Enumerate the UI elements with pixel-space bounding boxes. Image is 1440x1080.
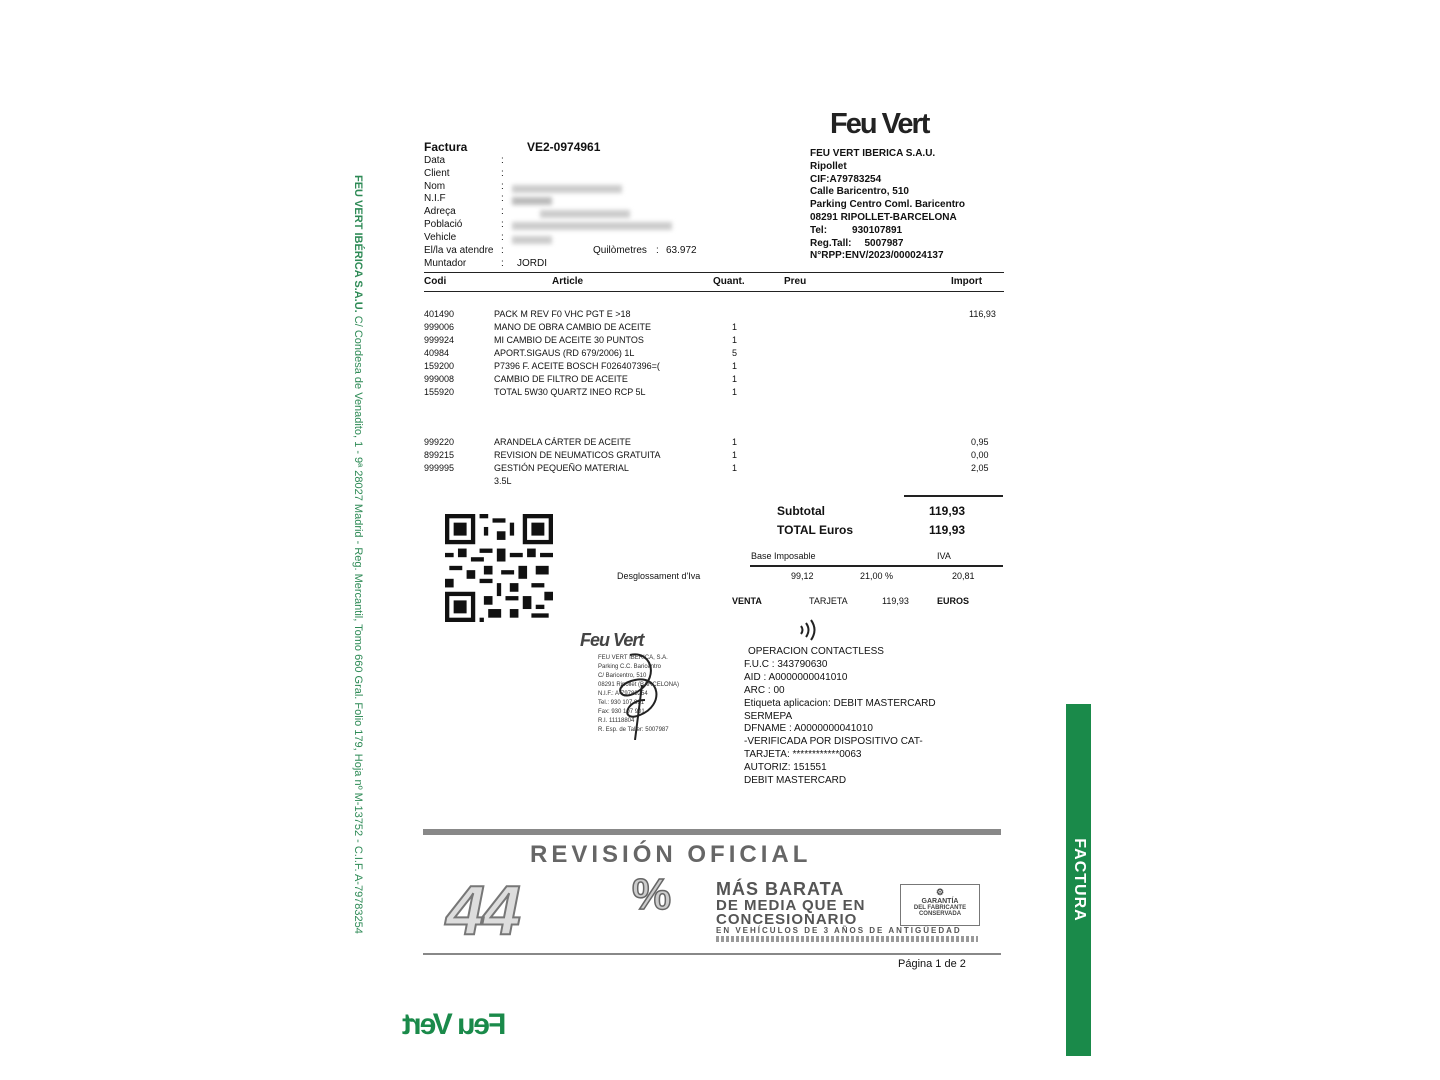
banner-percent: % <box>632 870 672 919</box>
banner-line4: EN VEHÍCULOS DE 3 AÑOS DE ANTIGÜEDAD <box>716 926 962 935</box>
page-number: Página 1 de 2 <box>898 958 966 970</box>
row-codi: 899215 <box>424 450 455 460</box>
factura-band-label: FACTURA <box>1070 838 1088 922</box>
desglossament-label: Desglossament d'Iva <box>617 571 701 581</box>
banner-top-bar <box>423 829 1001 835</box>
field-muntador-label: Muntador <box>424 258 467 269</box>
company-city: Ripollet <box>810 160 847 172</box>
km-colon: : <box>656 245 659 256</box>
row-codi: 999924 <box>424 335 455 345</box>
iva-value: 20,81 <box>952 571 975 581</box>
col-quant: Quant. <box>713 276 745 287</box>
regtall-label: Reg.Tall: <box>810 237 852 249</box>
col-article: Article <box>552 276 584 287</box>
row-quant: 5 <box>732 348 738 358</box>
field-client-label: Client <box>424 168 450 179</box>
km-label: Quilòmetres <box>593 245 647 256</box>
stamp-line: FEU VERT IBERICA, S.A. <box>598 655 668 661</box>
field-nom-label: Nom <box>424 181 446 192</box>
row-quant: 1 <box>732 374 738 384</box>
payment-line: AID : A0000000041010 <box>744 671 848 683</box>
base-value: 99,12 <box>791 571 814 581</box>
row-quant: 1 <box>732 450 738 460</box>
payment-line: -VERIFICADA POR DISPOSITIVO CAT- <box>744 736 923 748</box>
stamp-line: N.I.F.: A-79783254 <box>598 691 648 697</box>
feu-vert-logo: Feu Vert <box>830 108 929 140</box>
iva-divider <box>750 565 1003 567</box>
field-data-label: Data <box>424 155 446 166</box>
iva-label: IVA <box>937 551 951 561</box>
subtotal-label: Subtotal <box>777 504 825 518</box>
garantia-line: DEL FABRICANTE <box>913 905 967 911</box>
payment-line: SERMEPA <box>744 710 793 722</box>
redacted-value <box>512 222 672 230</box>
company-cif: CIF:A79783254 <box>810 173 882 185</box>
banner-title: REVISIÓN OFICIAL <box>530 841 812 868</box>
row-codi: 40984 <box>424 348 450 358</box>
row-import: 0,00 <box>971 450 989 460</box>
garantia-line: CONSERVADA <box>918 911 962 917</box>
tarjeta-label: TARJETA <box>809 596 848 606</box>
venta-amount: 119,93 <box>882 596 909 606</box>
stamp-line: R. Esp. de Taller: 5007987 <box>598 727 669 733</box>
colon: : <box>501 155 504 166</box>
total-value: 119,93 <box>929 523 966 537</box>
garantia-gear-icon: ⚙ <box>935 887 945 897</box>
row-article: ARANDELA CÁRTER DE ACEITE <box>494 437 631 447</box>
company-postal: 08291 RIPOLLET-BARCELONA <box>810 211 957 223</box>
stamp-line: Fax: 930 107 901 <box>598 709 645 715</box>
garantia-badge <box>900 884 980 926</box>
stamp-line: R.I. 11118804 <box>598 718 635 724</box>
payment-line: DEBIT MASTERCARD <box>744 775 847 787</box>
row-article: GESTIÓN PEQUEÑO MATERIAL <box>494 463 629 473</box>
row-article: P7396 F. ACEITE BOSCH F026407396=( <box>494 361 660 371</box>
colon: : <box>501 258 504 269</box>
colon: : <box>501 232 504 243</box>
row-article: 3.5L <box>494 476 512 486</box>
stamp-line: 08291 Ripollet (BARCELONA) <box>598 682 680 688</box>
company-tel <box>810 225 965 238</box>
subtotal-value: 119,93 <box>929 504 966 518</box>
row-codi: 155920 <box>424 387 455 397</box>
factura-band <box>1066 704 1091 1056</box>
invoice-label: Factura <box>424 140 468 154</box>
banner-fine-print <box>716 936 978 942</box>
redacted-value <box>512 197 552 205</box>
colon: : <box>501 245 504 256</box>
stamp-logo: Feu Vert <box>580 630 644 650</box>
company-block <box>810 148 965 263</box>
payment-line: Etiqueta aplicacion: DEBIT MASTERCARD <box>744 697 936 709</box>
garantia-line: GARANTÍA <box>921 898 959 905</box>
currency-label: EUROS <box>937 596 970 606</box>
row-article: MI CAMBIO DE ACEITE 30 PUNTOS <box>494 335 644 345</box>
redacted-value <box>512 185 622 193</box>
col-preu: Preu <box>784 276 807 287</box>
field-vehicle-label: Vehicle <box>424 232 457 243</box>
row-import: 2,05 <box>971 463 989 473</box>
payment-line: OPERACION CONTACTLESS <box>748 646 884 657</box>
payment-line: F.U.C : 343790630 <box>744 658 828 670</box>
totals-divider <box>904 495 1003 497</box>
redacted-value <box>540 210 630 218</box>
banner-line2: DE MEDIA QUE EN <box>716 897 866 914</box>
company-regtall <box>810 238 965 251</box>
row-codi: 999006 <box>424 322 455 332</box>
row-quant: 1 <box>732 463 738 473</box>
regtall-value: 5007987 <box>864 237 904 249</box>
colon: : <box>501 168 504 179</box>
row-codi: 999008 <box>424 374 455 384</box>
colon: : <box>501 181 504 192</box>
row-quant: 1 <box>732 322 738 332</box>
row-article: TOTAL 5W30 QUARTZ INEO RCP 5L <box>494 387 646 397</box>
row-codi: 999220 <box>424 437 455 447</box>
col-import: Import <box>951 276 983 287</box>
iva-rate: 21,00 % <box>860 571 894 581</box>
stamp-line: Tel.: 930 107 891 <box>598 700 645 706</box>
row-codi: 159200 <box>424 361 455 371</box>
field-atendre-label: El/la va atendre <box>424 245 494 256</box>
row-article: REVISION DE NEUMATICOS GRATUITA <box>494 450 661 460</box>
row-import: 116,93 <box>969 309 996 319</box>
field-adreca-label: Adreça <box>424 206 456 217</box>
row-article: MANO DE OBRA CAMBIO DE ACEITE <box>494 322 652 332</box>
items-table-header <box>424 272 1004 292</box>
row-article: APORT.SIGAUS (RD 679/2006) 1L <box>494 348 635 358</box>
row-codi: 999995 <box>424 463 455 473</box>
company-stamp <box>580 630 690 740</box>
tel-label: Tel: <box>810 224 828 236</box>
side-company-text <box>352 175 364 934</box>
redacted-value <box>512 236 552 244</box>
payment-line: ARC : 00 <box>744 684 785 696</box>
company-parking: Parking Centro Coml. Baricentro <box>810 199 966 211</box>
venta-label: VENTA <box>732 596 762 606</box>
side-company-name: FEU VERT IBÉRICA S.A.U. <box>352 175 364 313</box>
row-quant: 1 <box>732 387 738 397</box>
base-label: Base Imposable <box>751 551 816 561</box>
field-muntador-value: JORDI <box>517 258 547 269</box>
colon: : <box>501 206 504 217</box>
field-poblacio-label: Població <box>424 219 463 230</box>
banner-big-number: 44 <box>446 871 518 949</box>
contactless-icon <box>797 617 821 643</box>
payment-line: AUTORIZ: 151551 <box>744 762 827 774</box>
row-quant: 1 <box>732 437 738 447</box>
stamp-line: Parking C.C. Baricentro <box>598 664 662 670</box>
banner-line1: MÁS BARATA <box>716 879 845 899</box>
field-nif-label: N.I.F <box>424 193 446 204</box>
stamp-line: C/ Baricentro, 510 <box>598 673 647 679</box>
row-codi: 401490 <box>424 309 455 319</box>
qr-code <box>444 514 554 622</box>
banner-line3: CONCESIONARIO <box>716 911 858 928</box>
company-street: Calle Baricentro, 510 <box>810 186 909 198</box>
total-label: TOTAL Euros <box>777 523 854 537</box>
signature-scribble <box>590 645 680 740</box>
payment-line: DFNAME : A0000000041010 <box>744 723 873 735</box>
col-codi: Codi <box>424 276 447 287</box>
payment-block <box>744 646 936 788</box>
tel-value: 930107891 <box>852 224 903 236</box>
bottom-feu-vert-logo: Feu Vert <box>404 1008 507 1041</box>
invoice-number: VE2-0974961 <box>527 140 601 154</box>
colon: : <box>501 193 504 204</box>
row-quant: 1 <box>732 335 738 345</box>
km-value: 63.972 <box>666 245 697 256</box>
company-rpp: N°RPP:ENV/2023/000024137 <box>810 250 944 262</box>
company-name: FEU VERT IBERICA S.A.U. <box>810 148 936 159</box>
side-company-details: C/ Condesa de Venadito, 1 - 9ª 28027 Madrid - Reg. Mercantil, Tomo 660 Gral. Folio 179, Hoja nº M-13752 - C.I.F. A-79783254 <box>352 312 364 934</box>
row-article: PACK M REV F0 VHC PGT E >18 <box>494 309 631 319</box>
row-article: CAMBIO DE FILTRO DE ACEITE <box>494 374 628 384</box>
row-quant: 1 <box>732 361 738 371</box>
colon: : <box>501 219 504 230</box>
row-import: 0,95 <box>971 437 989 447</box>
banner-bottom-bar <box>423 953 1001 955</box>
payment-line: TARJETA: ************0063 <box>744 749 862 761</box>
